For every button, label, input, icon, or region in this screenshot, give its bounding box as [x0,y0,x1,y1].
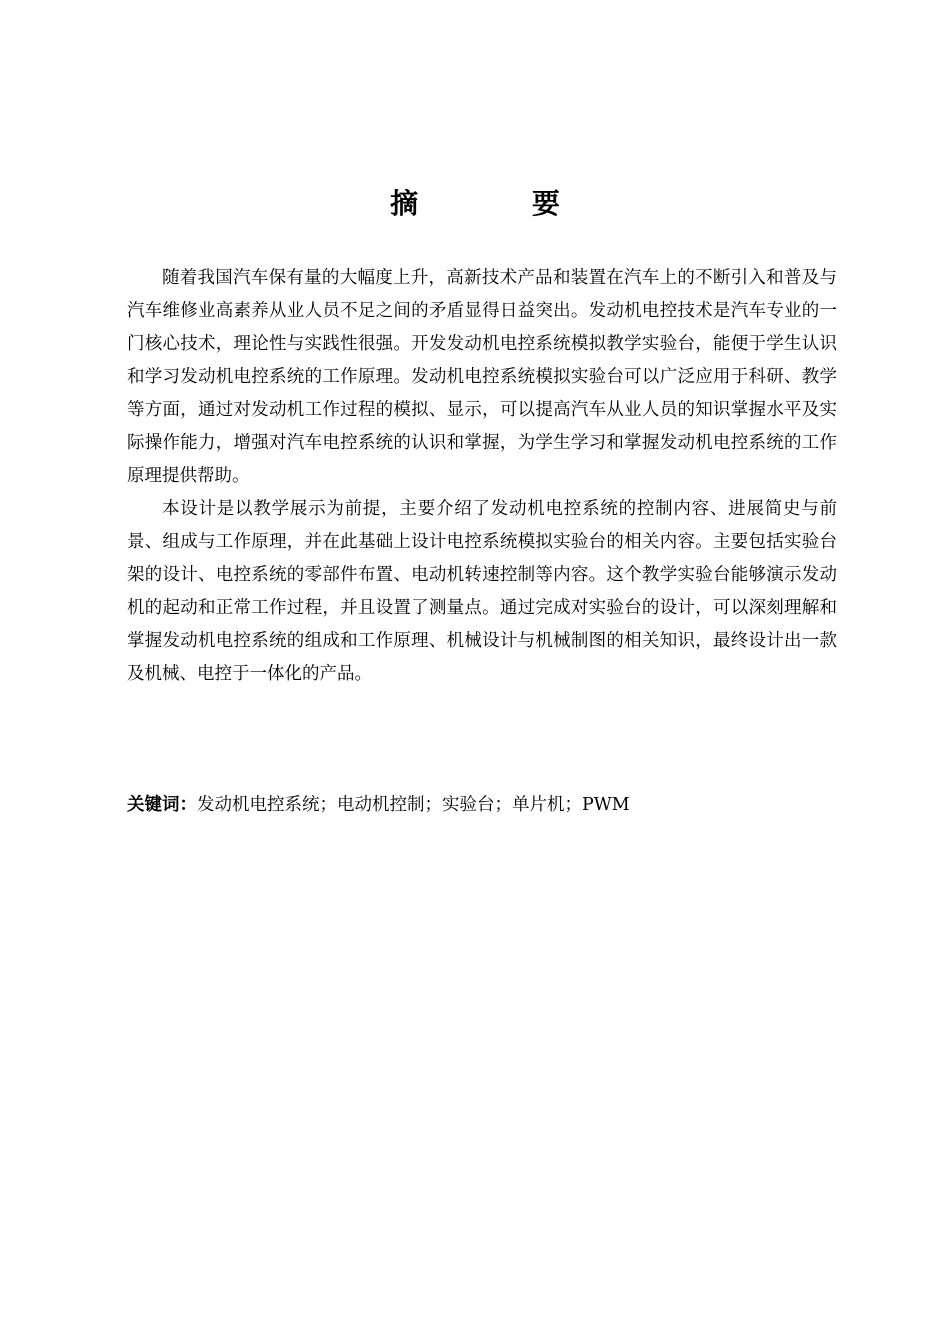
abstract-paragraph-1: 随着我国汽车保有量的大幅度上升，高新技术产品和装置在汽车上的不断引入和普及与汽车维修业高素养从业人员不足之间的矛盾显得日益突出。发动机电控技术是汽车专业的一门核心技术，理论性与实践性很强。开发发动机电控系统模拟教学实验台，能便于学生认识和学习发动机电控系统的工作原理。发动机电控系统模拟实验台可以广泛应用于科研、教学等方面，通过对发动机工作过程的模拟、显示，可以提高汽车从业人员的知识掌握水平及实际操作能力，增强对汽车电控系统的认识和掌握，为学生学习和掌握发动机电控系统的工作原理提供帮助。 [127,268,837,486]
abstract-body [127,262,837,691]
keywords-text: 发动机电控系统；电动机控制；实验台；单片机；PWM [197,795,630,815]
abstract-paragraph-2: 本设计是以教学展示为前提，主要介绍了发动机电控系统的控制内容、进展简史与前景、组成与工作原理，并在此基础上设计电控系统模拟实验台的相关内容。主要包括实验台架的设计、电控系统的零部件布置、电动机转速控制等内容。这个教学实验台能够演示发动机的起动和正常工作过程，并且设置了测量点。通过完成对实验台的设计，可以深刻理解和掌握发动机电控系统的组成和工作原理、机械设计与机械制图的相关知识，最终设计出一款及机械、电控于一体化的产品。 [127,499,837,684]
keywords-line [127,790,837,820]
abstract-title: 摘 要 [390,187,612,220]
keywords-label: 关键词： [127,795,197,815]
